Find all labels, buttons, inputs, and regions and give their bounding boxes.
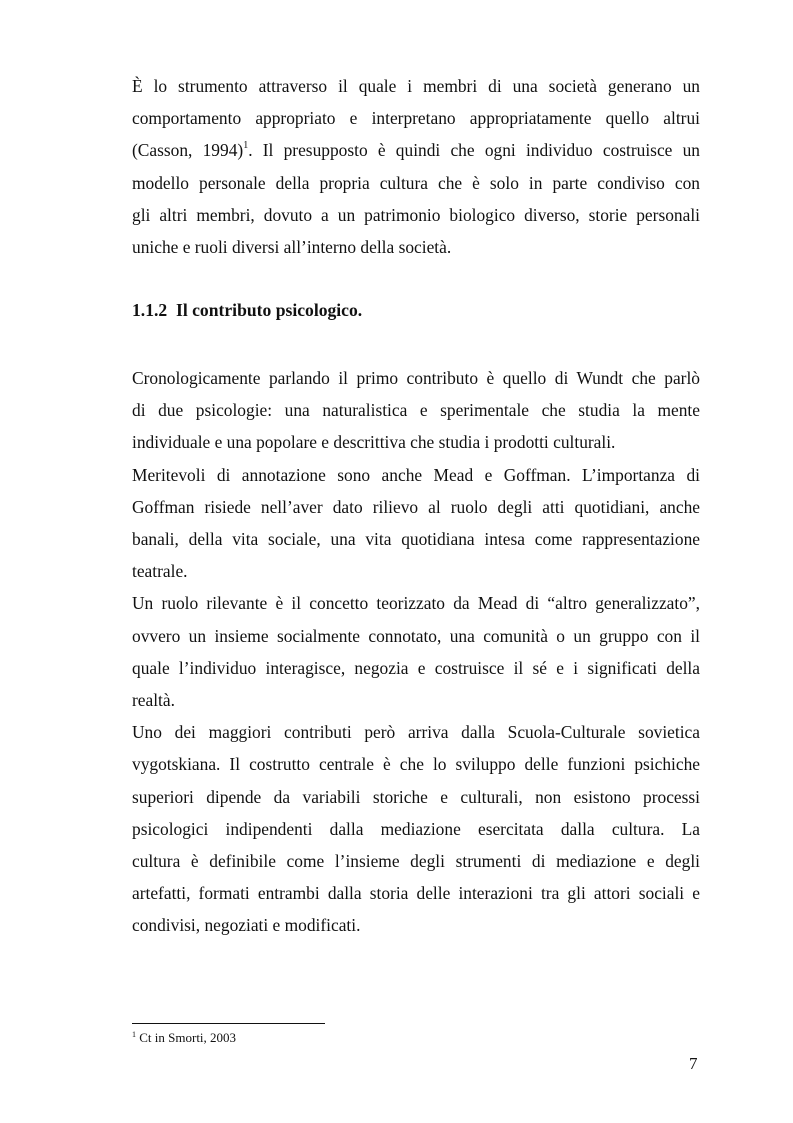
text-line: individuale e una popolare e descrittiva che studia i prodotti culturali. (132, 432, 616, 453)
footnote (132, 1030, 236, 1046)
section-title: Il contributo psicologico. (175, 300, 363, 320)
text-line: teatrale. (132, 561, 188, 582)
section-number: 1.1.2 (132, 300, 168, 320)
text-line: Goffman risiede nell’aver dato rilievo al ruolo degli atti quotidiani, anche (132, 496, 700, 517)
text-line: Un ruolo rilevante è il concetto teorizzato da Mead di “altro generalizzato”, (132, 593, 700, 614)
section-heading (132, 300, 362, 321)
footnote-marker: 1 (132, 1030, 136, 1039)
text-line (132, 134, 700, 166)
text-line: vygotskiana. Il costrutto centrale è che lo sviluppo delle funzioni psichiche (132, 754, 700, 775)
text-line: psicologici indipendenti dalla mediazione esercitata dalla cultura. La (132, 818, 700, 839)
text-line: quale l’individuo interagisce, negozia e costruisce il sé e i significati della (132, 657, 700, 678)
text-line: ovvero un insieme socialmente connotato, una comunità o un gruppo con il (132, 625, 700, 646)
footnote-text: Ct in Smorti, 2003 (139, 1030, 237, 1045)
text-line: comportamento appropriato e interpretano appropriatamente quello altrui (132, 108, 700, 129)
footnote-reference[interactable]: 1 (243, 140, 249, 152)
text-line: superiori dipende da variabili storiche e culturali, non esistono processi (132, 786, 700, 807)
text-line-remainder: . Il presupposto è quindi che ogni individuo costruisce un (248, 140, 700, 161)
paragraph-culture-definition (132, 70, 700, 263)
text-line: cultura è definibile come l’insieme degli strumenti di mediazione e degli (132, 851, 700, 872)
text-line: modello personale della propria cultura che è solo in parte condiviso con (132, 172, 700, 193)
footnote-separator (132, 1023, 325, 1024)
text-line: uniche e ruoli diversi all’interno della società. (132, 237, 452, 258)
text-line: Cronologicamente parlando il primo contributo è quello di Wundt che parlò (132, 368, 700, 388)
text-line: È lo strumento attraverso il quale i membri di una società generano un (132, 76, 700, 96)
text-line: di due psicologie: una naturalistica e sperimentale che studia la mente (132, 400, 700, 421)
paragraph-psychological-contribution (132, 362, 700, 942)
text-line: gli altri membri, dovuto a un patrimonio biologico diverso, storie personali (132, 204, 700, 225)
text-line: condivisi, negoziati e modificati. (132, 915, 361, 936)
text-line: artefatti, formati entrambi dalla storia delle interazioni tra gli attori sociali e (132, 883, 700, 904)
citation: (Casson, 1994) (132, 140, 244, 161)
page-number: 7 (689, 1054, 698, 1073)
text-line: Meritevoli di annotazione sono anche Mead e Goffman. L’importanza di (132, 464, 700, 485)
text-line: realtà. (132, 690, 175, 711)
text-line: Uno dei maggiori contributi però arriva dalla Scuola-Culturale sovietica (132, 722, 700, 743)
text-line: banali, della vita sociale, una vita quotidiana intesa come rappresentazione (132, 529, 700, 550)
